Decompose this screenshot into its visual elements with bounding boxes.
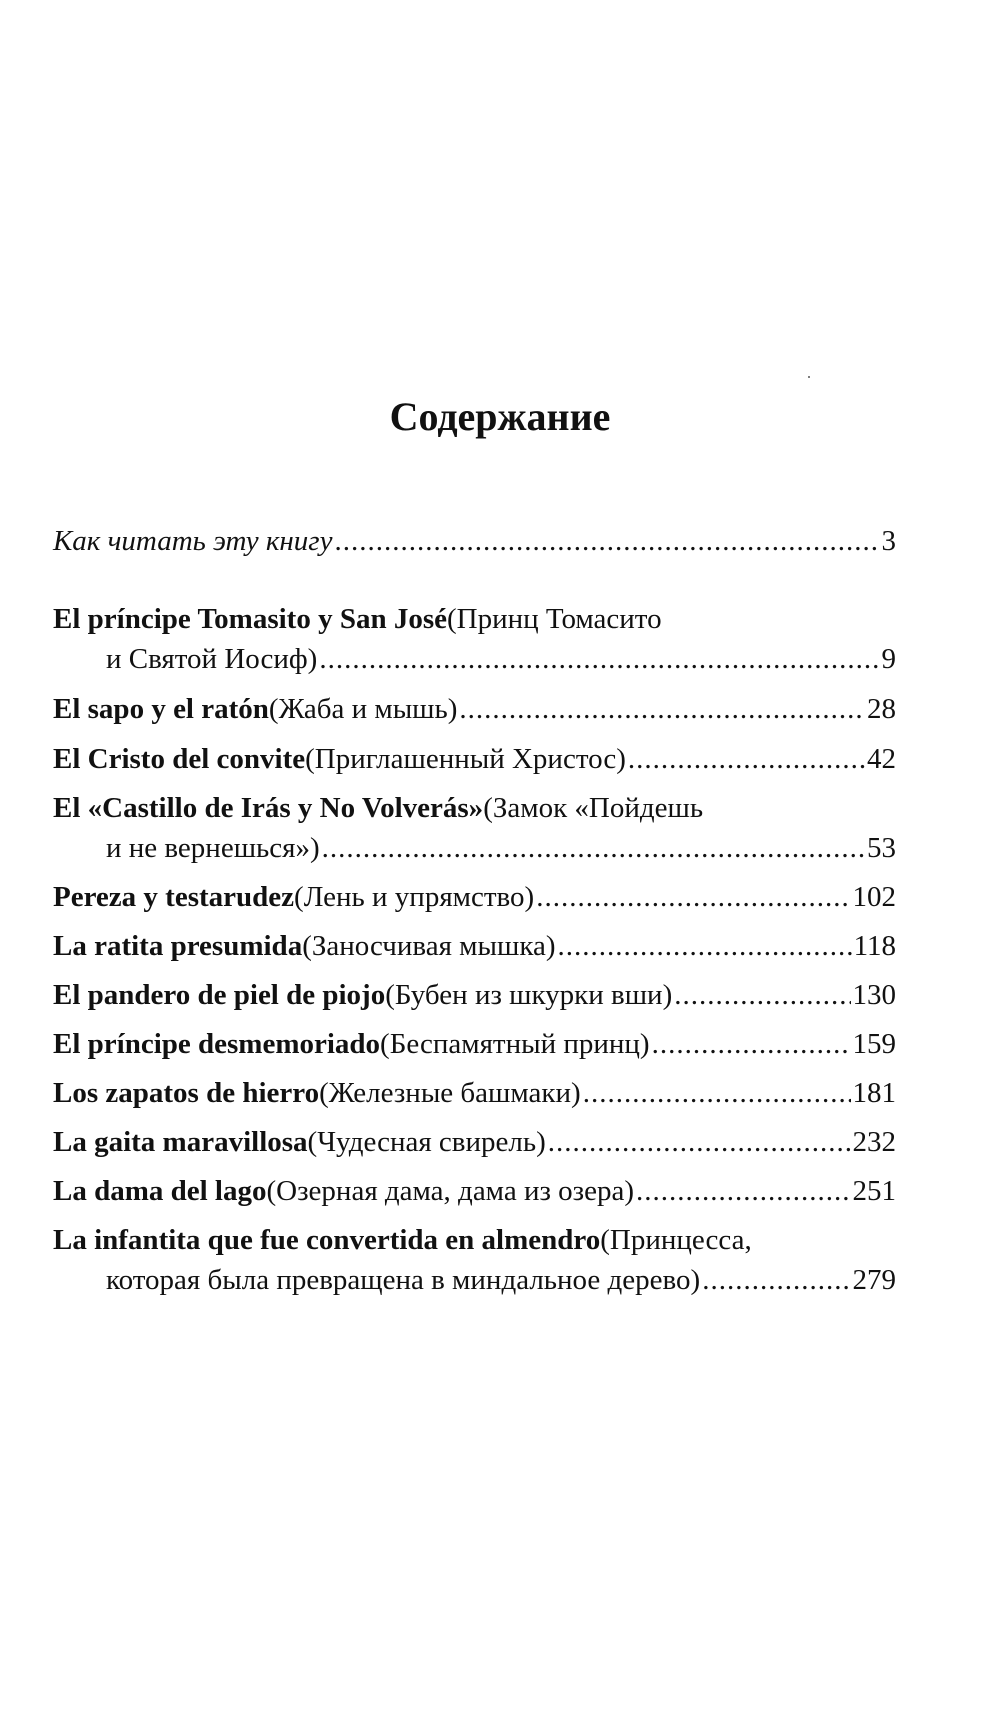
toc-entry (53, 1173, 896, 1209)
toc-page-number: 130 (852, 979, 896, 1011)
toc-entry-title-ru: (Приглашенный Христос) (305, 743, 626, 775)
toc-entry-title-ru: (Железные башмаки) (319, 1077, 581, 1109)
toc-page-number: 53 (867, 832, 896, 864)
toc-entry (53, 879, 896, 915)
toc-entry (53, 691, 896, 727)
toc-entry-title-es: El sapo y el ratón (53, 693, 269, 725)
dot-leader (536, 879, 850, 915)
toc-entry (53, 1124, 896, 1160)
dot-leader (459, 691, 865, 727)
toc-entry-title-ru: и не вернешься») (106, 832, 320, 864)
toc-entry-continuation (106, 641, 896, 677)
dot-leader (628, 741, 865, 777)
toc-entry (53, 1075, 896, 1111)
toc-entry (53, 1026, 896, 1062)
toc-page-number: 181 (852, 1077, 896, 1109)
toc-entry-title-es: El pandero de piel de piojo (53, 979, 386, 1011)
toc-entry-title-es: Los zapatos de hierro (53, 1077, 320, 1109)
dot-leader (548, 1124, 851, 1160)
toc-entry-title-es: El «Castillo de Irás y No Volverás» (53, 792, 484, 824)
toc-entry-title-ru: (Замок «Пойдешь (483, 792, 704, 824)
toc-entry-title-es: La dama del lago (53, 1175, 267, 1207)
toc-entry-title-ru: (Озерная дама, дама из озера) (266, 1175, 635, 1207)
toc-entry-intro (53, 523, 896, 559)
toc-entry-continuation (106, 830, 896, 866)
toc-entry-title-ru: (Беспамятный принц) (380, 1028, 650, 1060)
toc-entry-title-es: Pereza y testarudez (53, 881, 295, 913)
toc-page-number: 102 (852, 881, 896, 913)
toc-entry-title-ru: (Принц Томасито (447, 603, 662, 635)
toc-page-number: 159 (852, 1028, 896, 1060)
dot-leader (334, 523, 879, 559)
scan-speck (808, 376, 810, 378)
toc-entry-title-ru: (Заносчивая мышка) (302, 930, 556, 962)
toc-entry-title-es: La infantita que fue convertida en almendro (53, 1224, 601, 1256)
page-title: Содержание (389, 394, 611, 439)
toc-entry-title-ru: (Чудесная свирель) (307, 1126, 546, 1158)
toc-entry-title-ru: (Бубен из шкурки вши) (385, 979, 673, 1011)
toc-entry-title-ru: которая была превращена в миндальное дерево) (106, 1264, 701, 1296)
toc-page-number: 9 (881, 643, 896, 675)
dot-leader (319, 641, 879, 677)
toc-entry-title-es: El príncipe desmemoriado (53, 1028, 381, 1060)
toc-page-number: 118 (853, 930, 896, 962)
toc-entry (53, 928, 896, 964)
toc-page-number: 28 (867, 693, 896, 725)
toc-entry-title-es: La ratita presumida (53, 930, 303, 962)
toc-entry (53, 601, 896, 637)
dot-leader (674, 977, 850, 1013)
toc-entry-title-ru: (Жаба и мышь) (268, 693, 458, 725)
toc-entry (53, 1222, 896, 1258)
toc-page-number: 232 (852, 1126, 896, 1158)
toc-entry-title-es: El Cristo del convite (53, 743, 306, 775)
toc-page-number: 42 (867, 743, 896, 775)
toc-page-number: 251 (852, 1175, 896, 1207)
toc-entry (53, 790, 896, 826)
toc-entry-continuation (106, 1262, 896, 1298)
toc-entry-title-es: El príncipe Tomasito y San José (53, 603, 447, 635)
dot-leader (702, 1262, 850, 1298)
toc-page-number: 3 (881, 525, 896, 557)
toc-entry-title-es: La gaita maravillosa (53, 1126, 308, 1158)
toc-entry-title-ru: (Лень и упрямство) (294, 881, 535, 913)
toc-entry-title: Как читать эту книгу (53, 525, 333, 557)
dot-leader (652, 1026, 851, 1062)
toc-entry (53, 977, 896, 1013)
toc-entry-title-ru: и Святой Иосиф) (106, 643, 318, 675)
dot-leader (583, 1075, 851, 1111)
dot-leader (636, 1173, 850, 1209)
toc-entry-title-ru: (Принцесса, (600, 1224, 752, 1256)
toc-page-number: 279 (852, 1264, 896, 1296)
dot-leader (322, 830, 865, 866)
dot-leader (558, 928, 852, 964)
toc-entry (53, 741, 896, 777)
